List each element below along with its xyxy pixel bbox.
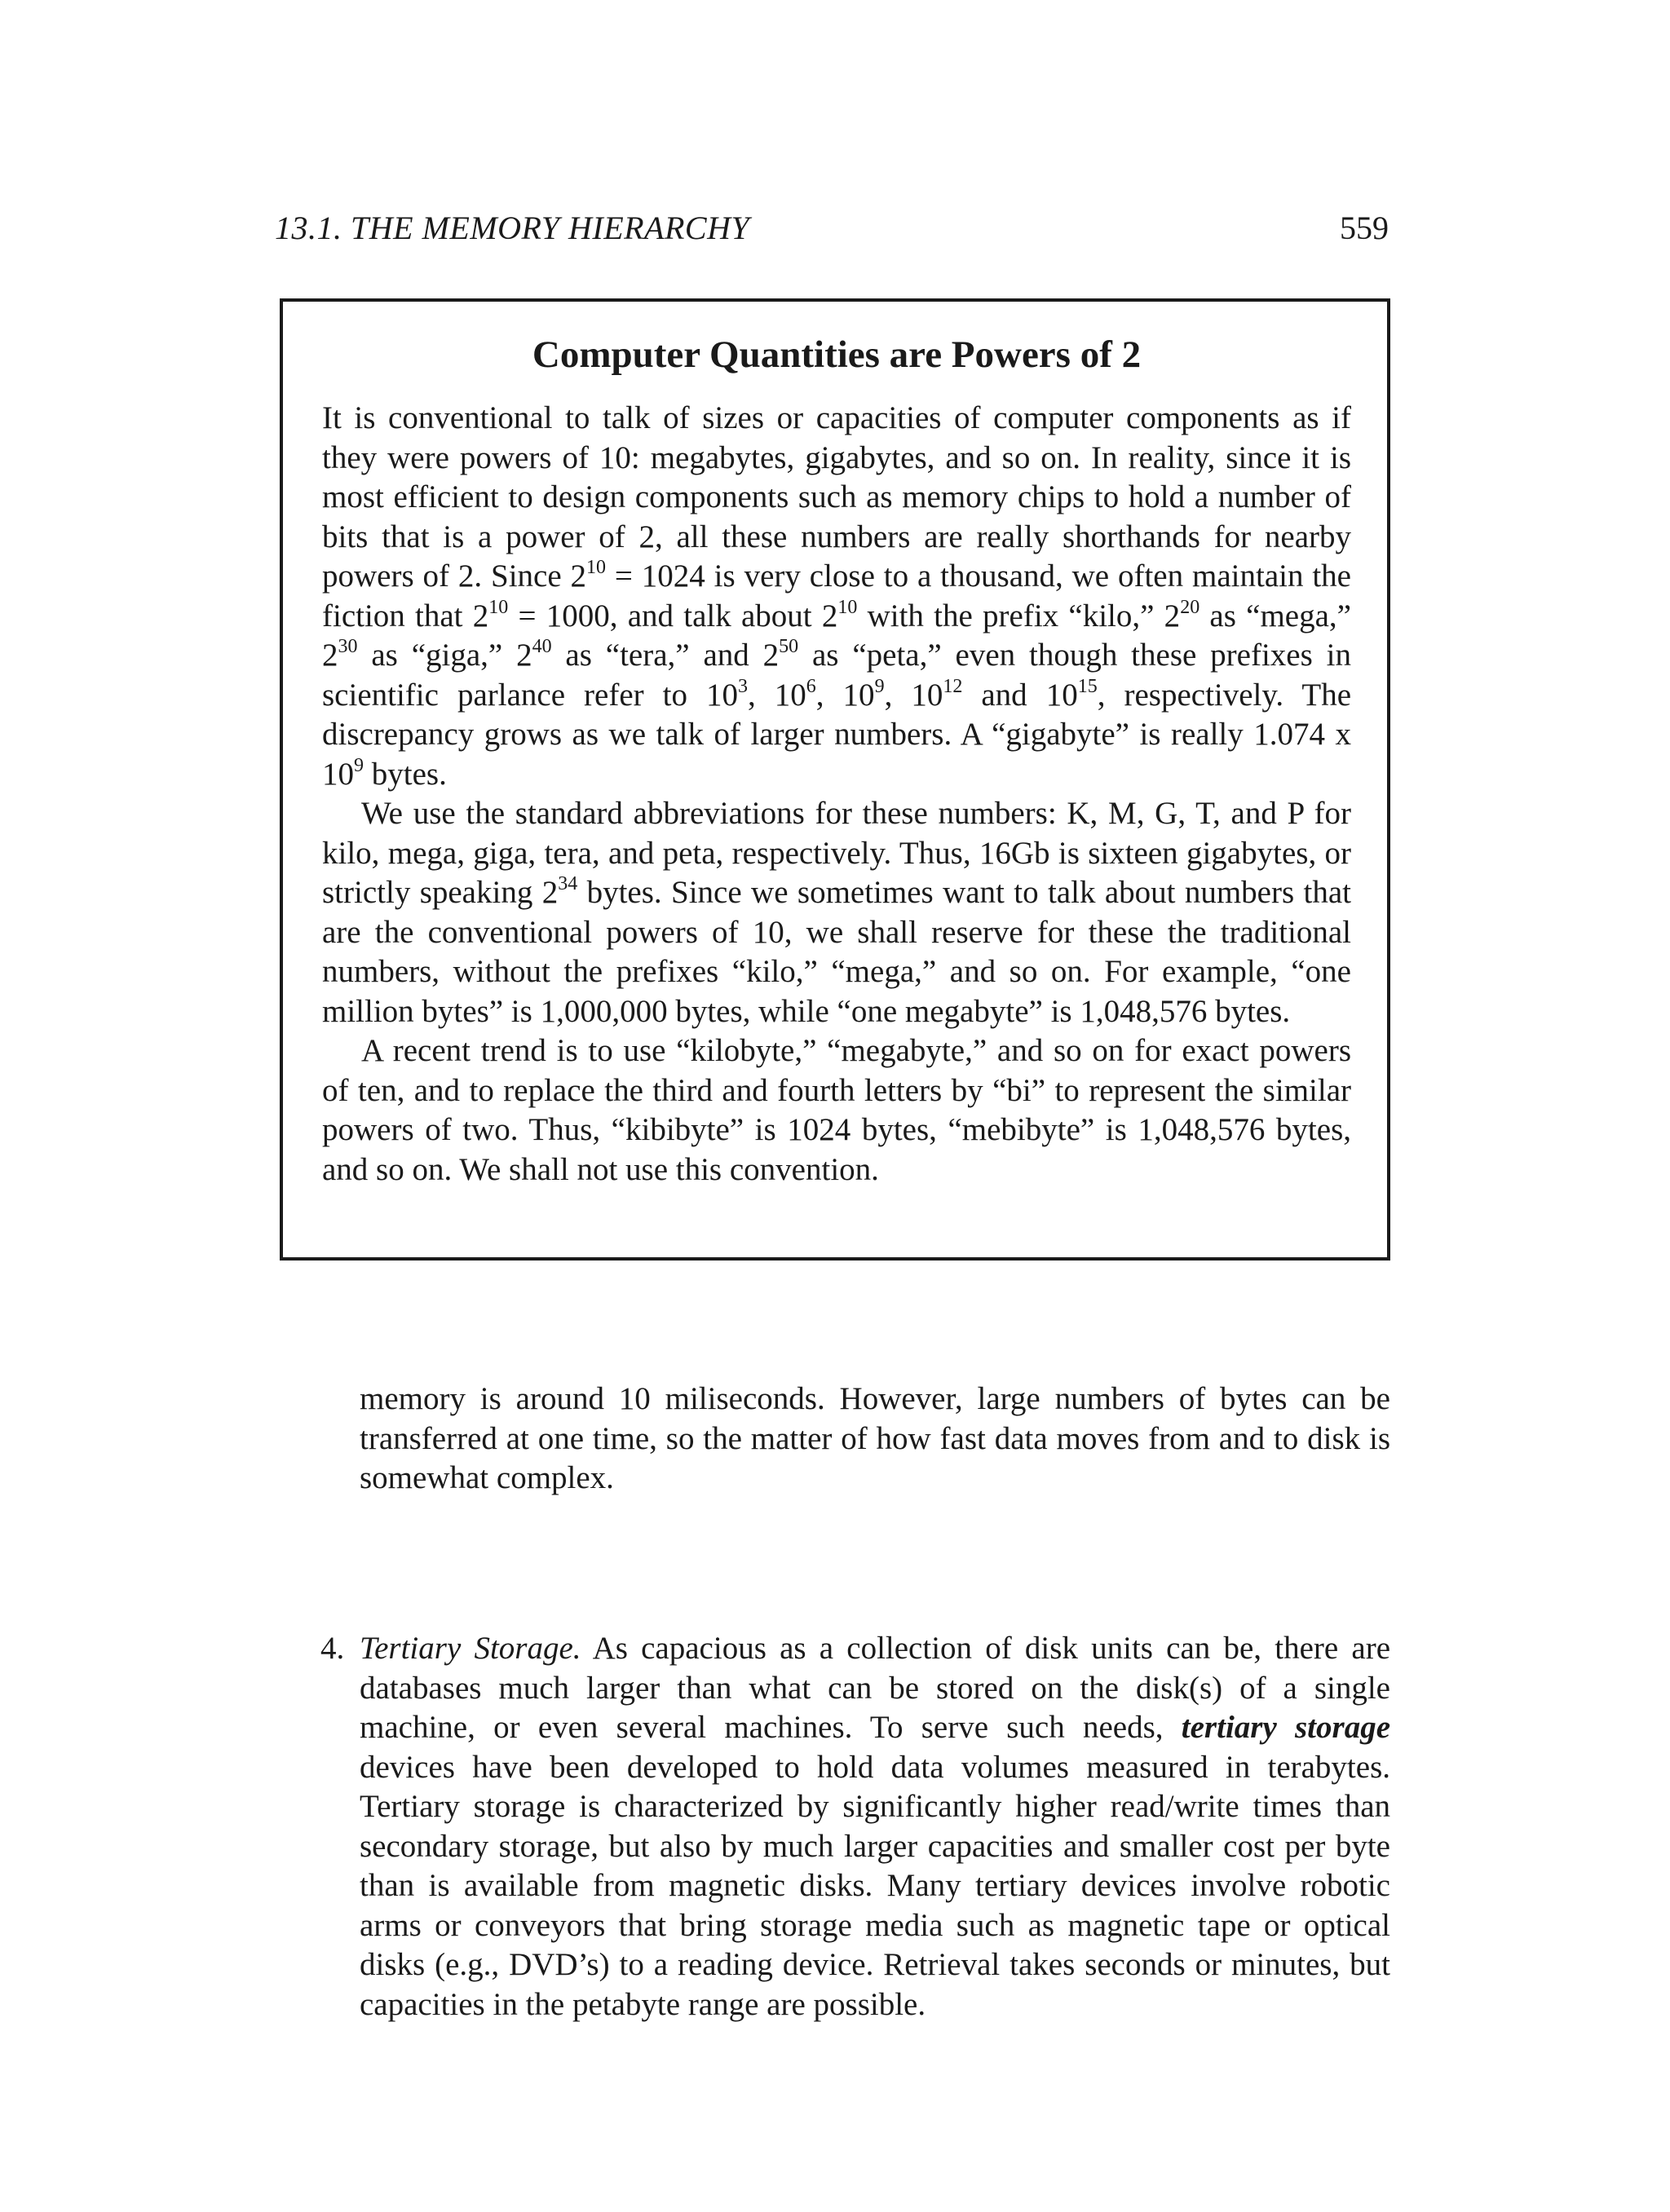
list-item-body: Tertiary Storage. As capacious as a collection of disk units can be, there are databases much larger than what can be stored on the disk(s) of a single machine, or even several machines. To serve such needs, tertiary storage devices have been developed to hold data volumes measured in terabytes. Tertiary storage is characterized by significantly higher read/write times than secondary storage, but also by much larger capacities and smaller cost per byte than is available from magnetic disks. Many tertiary devices involve robotic arms or conveyors that bring storage media such as magnetic tape or optical disks (e.g., DVD’s) to a reading device. Retrieval takes seconds or minutes, but capacities in the petabyte range are possible. <box>360 1631 1391 2022</box>
defined-term: tertiary storage <box>1181 1710 1390 1745</box>
item-heading: Tertiary Storage. <box>360 1631 581 1666</box>
running-header: 13.1. THE MEMORY HIERARCHY <box>275 210 750 246</box>
box-paragraph-3: A recent trend is to use “kilobyte,” “megabyte,” and so on for exact powers of ten, and to replace the third and fourth letters by “bi” to represent the similar powers of two. Thus, “kibibyte” is 1024 bytes, “mebibyte” is 1,048,576 bytes, and so on. We shall not use this convention. <box>322 1033 1351 1187</box>
sidebar-box <box>280 298 1390 1261</box>
box-title: Computer Quantities are Powers of 2 <box>532 333 1142 376</box>
box-paragraph-2: We use the standard abbreviations for these numbers: K, M, G, T, and P for kilo, mega, giga, tera, and peta, respectively. Thus, 16Gb is sixteen gigabytes, or strictly speaking $2^{34}$ bytes. Since we sometimes want to talk about numbers that are the conventional powers of 10, we shall reserve for these the traditional numbers, without the prefixes “kilo,” “mega,” and so on. For example, “one million bytes” is 1,000,000 bytes, while “one megabyte” is 1,048,576 bytes. <box>322 796 1351 1029</box>
page-number: 559 <box>1340 210 1389 246</box>
box-paragraph-1: It is conventional to talk of sizes or capacities of computer components as if they were powers of 10: megabytes, gigabytes, and so on. In reality, since it is most efficient to design components such as memory chips to hold a number of bits that is a power of 2, all these numbers are really shorthands for nearby powers of 2. Since $2^{10} = 1024$ is very close to a thousand, we often maintain the fiction that $2^{10} = 1000$, and talk about $2^{10}$ with the prefix “kilo,” $2^{20}$ as “mega,” $2^{30}$ as “giga,” $2^{40}$ as “tera,” and $2^{50}$ as “peta,” even though these prefixes in scientific parlance refer to $10^3$, $10^6$, $10^9$, $10^{12}$ and $10^{15}$, respectively. The discrepancy grows as we talk of larger numbers. A “gigabyte” is really 1.074 x $10^9$ bytes. <box>322 400 1352 792</box>
list-item-number: 4. <box>320 1631 345 1666</box>
list-item-tertiary-storage <box>320 1629 1390 2024</box>
continuation-paragraph: memory is around 10 miliseconds. However, large numbers of bytes can be transferred at one time, so the matter of how fast data moves from and to disk is somewhat complex. <box>360 1381 1390 1495</box>
